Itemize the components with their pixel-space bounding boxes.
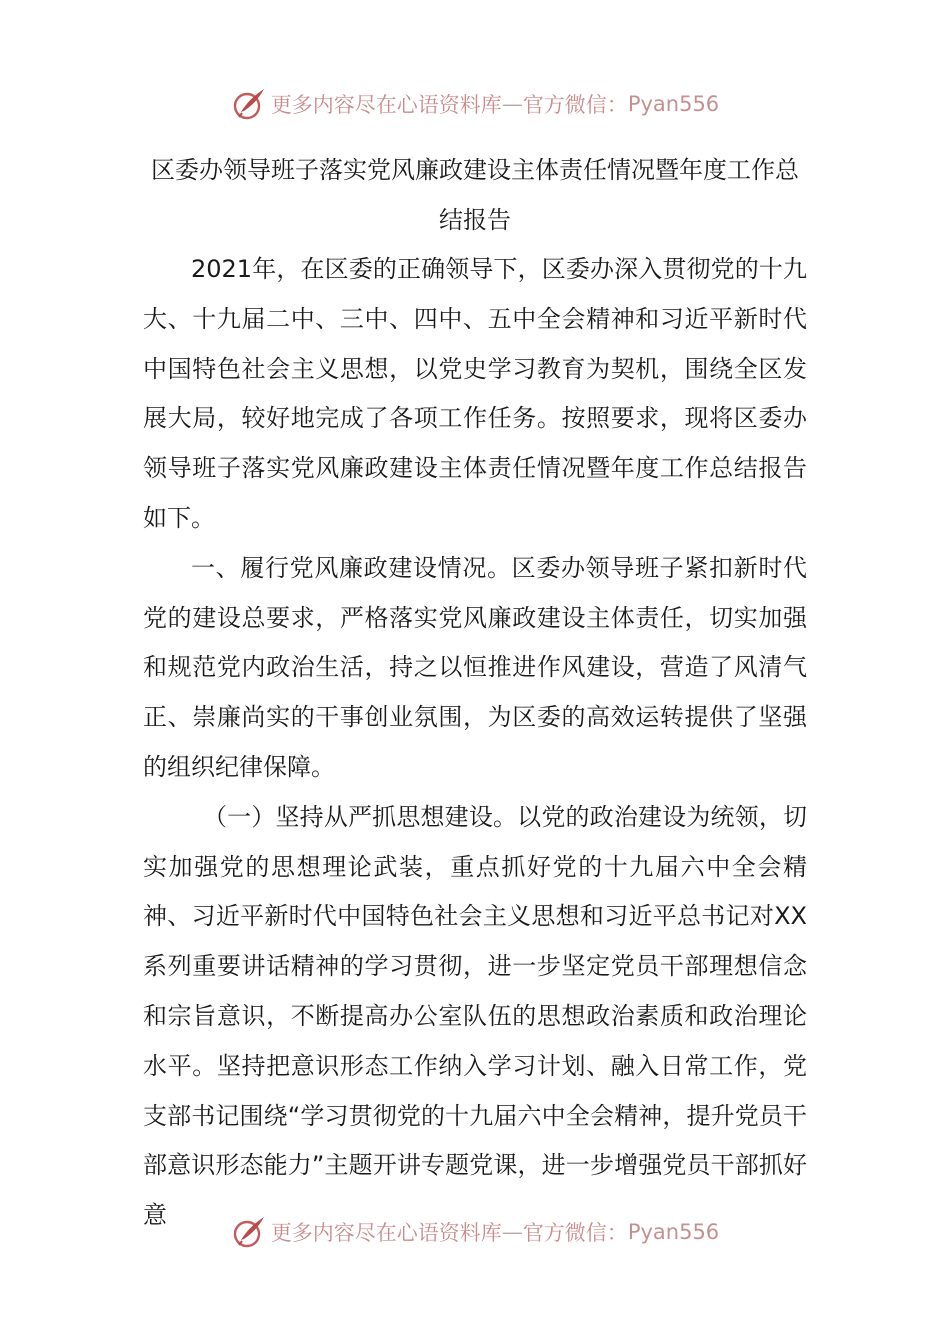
watermark-separator: — [501, 92, 523, 116]
watermark-handle: Pyan556 [627, 1220, 720, 1244]
watermark-label: 官方微信： [522, 93, 628, 117]
document-body [143, 245, 807, 1241]
watermark-label: 官方微信： [522, 1221, 628, 1245]
quill-logo-icon [231, 86, 267, 122]
quill-logo-icon [231, 1214, 267, 1250]
watermark-text: 更多内容尽在心语资料库 [270, 1221, 502, 1245]
watermark-separator: — [501, 1220, 523, 1244]
paragraph-section-1: 一、履行党风廉政建设情况。区委办领导班子紧扣新时代党的建设总要求，严格落实党风廉政建设主体责任，切实加强和规范党内政治生活，持之以恒推进作风建设，营造了风清气正、崇廉尚实的干事创业氛围，为区委的高效运转提供了坚强的组织纪律保障。 [143, 553, 807, 781]
watermark-handle: Pyan556 [627, 92, 720, 116]
document-title: 区委办领导班子落实党风廉政建设主体责任情况暨年度工作总结报告 [151, 156, 799, 234]
paragraph-intro: 2021年，在区委的正确领导下，区委办深入贯彻党的十九大、十九届二中、三中、四中、五中全会精神和习近平新时代中国特色社会主义思想，以党史学习教育为契机，围绕全区发展大局，较好地完成了各项工作任务。按照要求，现将区委办领导班子落实党风廉政建设主体责任情况暨年度工作总结报告如下。 [143, 255, 807, 532]
paragraph-subsection-1: （一）坚持从严抓思想建设。以党的政治建设为统领，切实加强党的思想理论武装，重点抓好党的十九届六中全会精神、习近平新时代中国特色社会主义思想和习近平总书记对XX系列重要讲话精神的学习贯彻，进一步坚定党员干部理想信念和宗旨意识，不断提高办公室队伍的思想政治素质和政治理论水平。坚持把意识形态工作纳入学习计划、融入日常工作，党支部书记围绕“学习贯彻党的十九届六中全会精神，提升党员干部意识形态能力”主题开讲专题党课，进一步增强党员干部抓好意 [143, 802, 807, 1230]
footer-watermark [0, 1214, 950, 1250]
watermark-text: 更多内容尽在心语资料库 [270, 93, 502, 117]
header-watermark [0, 86, 950, 122]
